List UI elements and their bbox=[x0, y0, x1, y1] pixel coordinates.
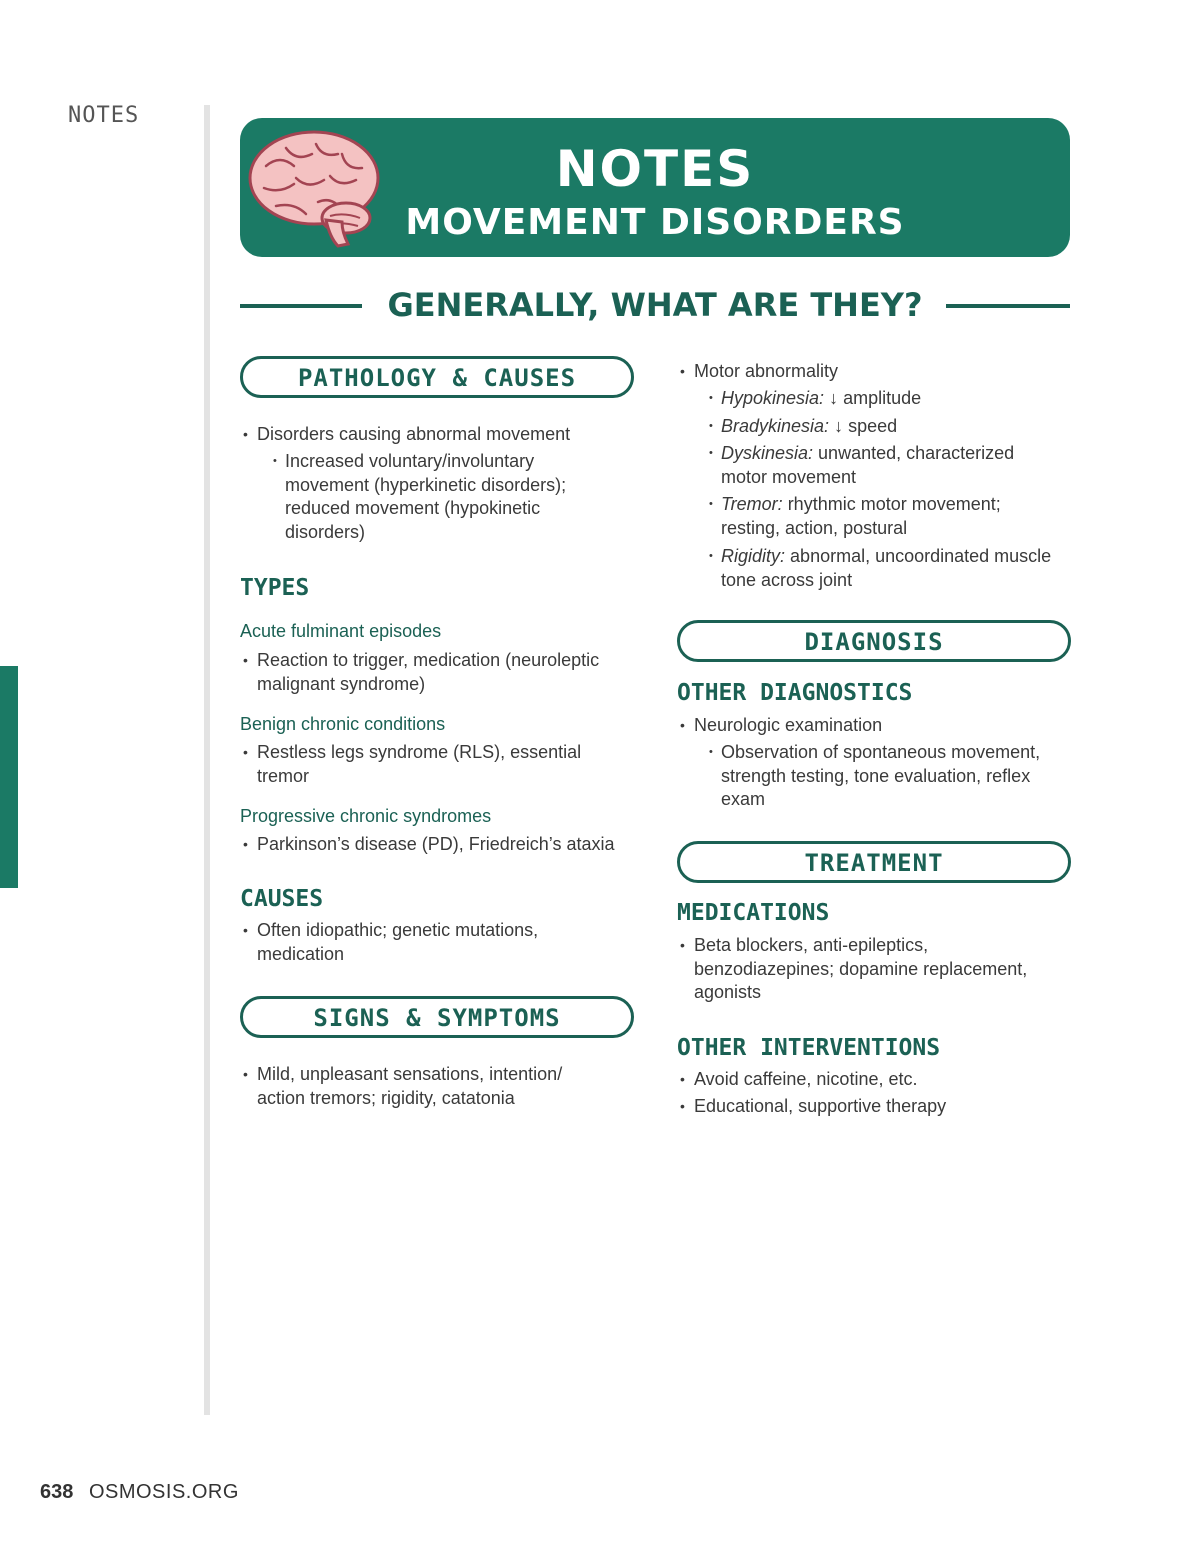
list-item: • Beta blockers, anti-epileptics, benzodiazepines; dopamine replacement, agonists bbox=[694, 934, 1064, 1005]
list-item: • Increased voluntary/involuntary movement (hyperkinetic disorders); reduced movement (hypokinetic disorders) bbox=[285, 450, 605, 544]
definition: ↓ amplitude bbox=[829, 388, 922, 408]
list-item: • Disorders causing abnormal movement bbox=[257, 423, 637, 447]
term: Rigidity: bbox=[721, 546, 786, 566]
diagnosis-header: DIAGNOSIS bbox=[677, 620, 1071, 662]
list-item bbox=[721, 545, 1061, 592]
list-item: • Observation of spontaneous movement, strength testing, tone evaluation, reflex exam bbox=[721, 741, 1066, 812]
other-diagnostics-heading: OTHER DIAGNOSTICS bbox=[677, 680, 913, 706]
list-item: • Motor abnormality bbox=[694, 360, 1054, 384]
page-number: 638 bbox=[40, 1481, 74, 1503]
site-name: OSMOSIS.ORG bbox=[88, 1481, 239, 1503]
page-footer bbox=[40, 1481, 239, 1504]
list-item: • Parkinson’s disease (PD), Friedreich’s ataxia bbox=[257, 833, 642, 857]
definition: ↓ speed bbox=[834, 416, 898, 436]
heading-rule-left bbox=[240, 304, 362, 308]
side-divider bbox=[204, 105, 210, 1415]
term: Tremor: bbox=[721, 494, 783, 514]
list-item: • Mild, unpleasant sensations, intention/ action tremors; rigidity, catatonia bbox=[257, 1063, 607, 1110]
definition: abnormal, uncoordinated muscle tone across joint bbox=[721, 546, 1052, 590]
causes-heading: CAUSES bbox=[240, 886, 324, 912]
acute-title: Acute fulminant episodes bbox=[240, 621, 442, 641]
list-item bbox=[721, 415, 1061, 439]
other-interventions-heading: OTHER INTERVENTIONS bbox=[677, 1035, 941, 1061]
progressive-title: Progressive chronic syndromes bbox=[240, 806, 492, 826]
side-label: NOTES bbox=[68, 103, 140, 128]
treatment-header: TREATMENT bbox=[677, 841, 1071, 883]
list-item: • Educational, supportive therapy bbox=[694, 1095, 1064, 1119]
types-heading: TYPES bbox=[240, 575, 310, 601]
term: Hypokinesia: bbox=[721, 388, 825, 408]
list-item bbox=[721, 387, 1061, 411]
signs-header: SIGNS & SYMPTOMS bbox=[240, 996, 634, 1038]
heading-rule-right bbox=[946, 304, 1070, 308]
list-item: • Neurologic examination bbox=[694, 714, 1054, 738]
list-item: • Avoid caffeine, nicotine, etc. bbox=[694, 1068, 1064, 1092]
list-item: • Restless legs syndrome (RLS), essential tremor bbox=[257, 741, 627, 788]
section-title: GENERALLY, WHAT ARE THEY? bbox=[387, 286, 923, 324]
banner-subtitle: MOVEMENT DISORDERS bbox=[405, 202, 905, 243]
list-item bbox=[721, 442, 1061, 489]
list-item: • Reaction to trigger, medication (neuroleptic malignant syndrome) bbox=[257, 649, 637, 696]
pathology-header: PATHOLOGY & CAUSES bbox=[240, 356, 634, 398]
edge-tab bbox=[0, 666, 18, 888]
term: Bradykinesia: bbox=[721, 416, 830, 436]
benign-title: Benign chronic conditions bbox=[240, 714, 446, 734]
medications-heading: MEDICATIONS bbox=[677, 900, 830, 926]
definition: unwanted, characterized motor movement bbox=[721, 443, 1015, 487]
list-item bbox=[721, 493, 1061, 540]
list-item: • Often idiopathic; genetic mutations, medication bbox=[257, 919, 602, 966]
title-banner bbox=[240, 118, 1070, 257]
definition: rhythmic motor movement; resting, action, postural bbox=[721, 494, 1001, 538]
term: Dyskinesia: bbox=[721, 443, 814, 463]
banner-title: NOTES bbox=[555, 140, 755, 198]
